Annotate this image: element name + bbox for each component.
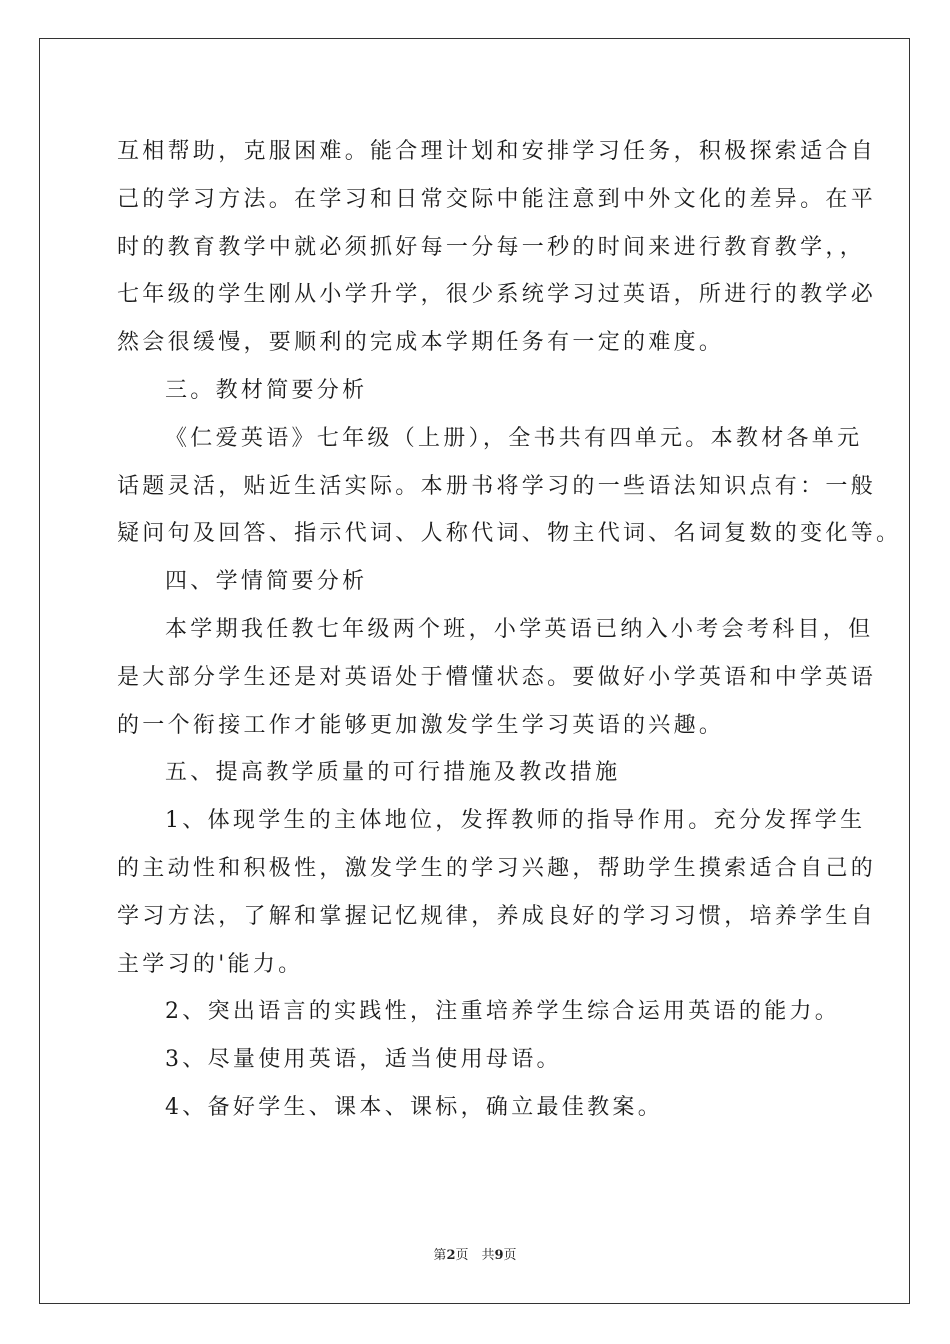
text-line: 时的教育教学中就必须抓好每一分每一秒的时间来进行教育教学，，	[117, 234, 866, 260]
footer-suffix: 页	[503, 1248, 517, 1263]
text-line: 互相帮助，克服困难。能合理计划和安排学习任务，积极探索适合自	[117, 139, 877, 164]
text-line: 五、提高教学质量的可行措施及教改措施	[165, 760, 621, 786]
page-footer	[0, 1248, 950, 1264]
text-line: 1、体现学生的主体地位，发挥教师的指导作用。充分发挥学生	[165, 808, 866, 834]
text-line: 2、突出语言的实践性，注重培养学生综合运用英语的能力。	[165, 999, 841, 1025]
text-line: 3、尽量使用英语，适当使用母语。	[165, 1047, 562, 1073]
text-line: 疑问句及回答、指示代词、人称代词、物主代词、名词复数的变化等。	[117, 521, 902, 547]
text-line: 七年级的学生刚从小学升学，很少系统学习过英语，所进行的教学必	[117, 282, 877, 308]
text-line: 三。教材简要分析	[165, 377, 368, 403]
text-line: 《仁爱英语》七年级（上册），全书共有四单元。本教材各单元	[165, 425, 863, 451]
text-line: 己的学习方法。在学习和日常交际中能注意到中外文化的差异。在平	[117, 186, 877, 212]
text-line: 主学习的'能力。	[117, 951, 304, 977]
text-line: 本学期我任教七年级两个班，小学英语已纳入小考会考科目，但	[165, 616, 874, 642]
text-line: 四、学情简要分析	[165, 569, 368, 595]
current-page-number: 2	[446, 1248, 456, 1263]
text-line: 的主动性和积极性，激发学生的学习兴趣，帮助学生摸索适合自己的	[117, 855, 877, 881]
text-line: 的一个衔接工作才能够更加激发学生学习英语的兴趣。	[117, 712, 725, 738]
footer-prefix: 第	[433, 1248, 447, 1263]
text-line: 然会很缓慢，要顺利的完成本学期任务有一定的难度。	[117, 330, 725, 356]
text-line: 是大部分学生还是对英语处于懵懂状态。要做好小学英语和中学英语	[117, 664, 877, 690]
text-line: 话题灵活，贴近生活实际。本册书将学习的一些语法知识点有：一般	[117, 473, 877, 499]
text-line: 学习方法，了解和掌握记忆规律，养成良好的学习习惯，培养学生自	[117, 903, 877, 929]
text-line: 4、备好学生、课本、课标，确立最佳教案。	[165, 1094, 663, 1120]
footer-mid: 页 共	[455, 1248, 495, 1263]
total-page-number: 9	[494, 1248, 504, 1263]
document-body	[117, 128, 902, 1132]
